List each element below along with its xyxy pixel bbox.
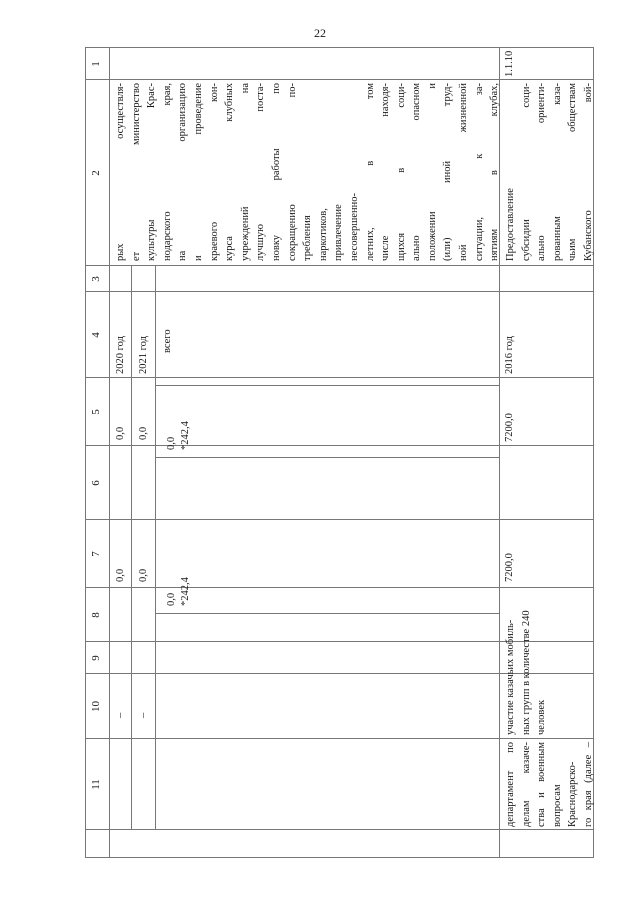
total-col7-star: *242,4	[180, 577, 191, 606]
column-header-row	[85, 47, 109, 858]
col-header-10: 10	[90, 701, 102, 712]
col-header-2: 2	[90, 170, 102, 176]
value-2020-col5: 0,0	[115, 426, 126, 440]
table-border-right	[85, 47, 594, 48]
row-1-1-10-col5: 7200,0	[504, 413, 515, 442]
value-2020-col7: 0,0	[115, 568, 126, 582]
value-2021-col7: 0,0	[138, 568, 149, 582]
continued-row-description: рых осуществля- ет министерство культуры Крас- нодарского края, на организацию и проведение краевого кон- курса клубных учреждений на лучшую поста- новку работы по сокращению по- требления наркотиков, привлечение несовершенно- летних, в том числе находя- щихся в соци- ально опасном положении и (или) иной труд- ной жизненной ситуации, к за- нятиям в клубах,	[115, 83, 501, 261]
page-number: 22	[314, 26, 326, 40]
value-2021-col5: 0,0	[138, 426, 149, 440]
col-header-9: 9	[90, 655, 102, 661]
total-col7: 0,0	[166, 592, 177, 606]
row-1-1-10-col7: 7200,0	[504, 553, 515, 582]
total-col5-star: *242,4	[180, 421, 191, 450]
year-2021: 2021 год	[138, 336, 149, 374]
table-border-left	[85, 857, 594, 858]
col-header-7: 7	[90, 551, 102, 557]
value-2020-col10: –	[115, 712, 126, 718]
total-col5: 0,0	[166, 436, 177, 450]
row-number-1-1-10: 1.1.10	[504, 50, 515, 77]
col-header-4: 4	[90, 332, 102, 338]
row-1-1-10-year: 2016 год	[504, 336, 515, 374]
total-label: всего	[162, 329, 173, 353]
row-1-1-10-result: участие казачьих мобиль- ных групп в количестве 240 человек	[505, 610, 548, 735]
value-2021-col10: –	[138, 712, 149, 718]
col-header-3: 3	[90, 276, 102, 282]
col-header-1: 1	[90, 61, 102, 67]
col-header-5: 5	[90, 409, 102, 415]
rotated-table-sheet	[85, 47, 594, 858]
row-1-1-10-description: Предоставление субсидии соци- ально ориенти- рованным каза- чьим обществам Кубанского вой-	[505, 83, 594, 261]
row-1-1-10-responsible: департамент по делам казаче- ства и военным вопросам Краснодарско- го края (далее –	[505, 742, 594, 827]
col-header-11: 11	[90, 779, 102, 790]
year-2020: 2020 год	[115, 336, 126, 374]
col-header-6: 6	[90, 480, 102, 486]
budget-table	[85, 47, 594, 858]
col-header-8: 8	[90, 612, 102, 618]
header-separator	[109, 47, 110, 858]
